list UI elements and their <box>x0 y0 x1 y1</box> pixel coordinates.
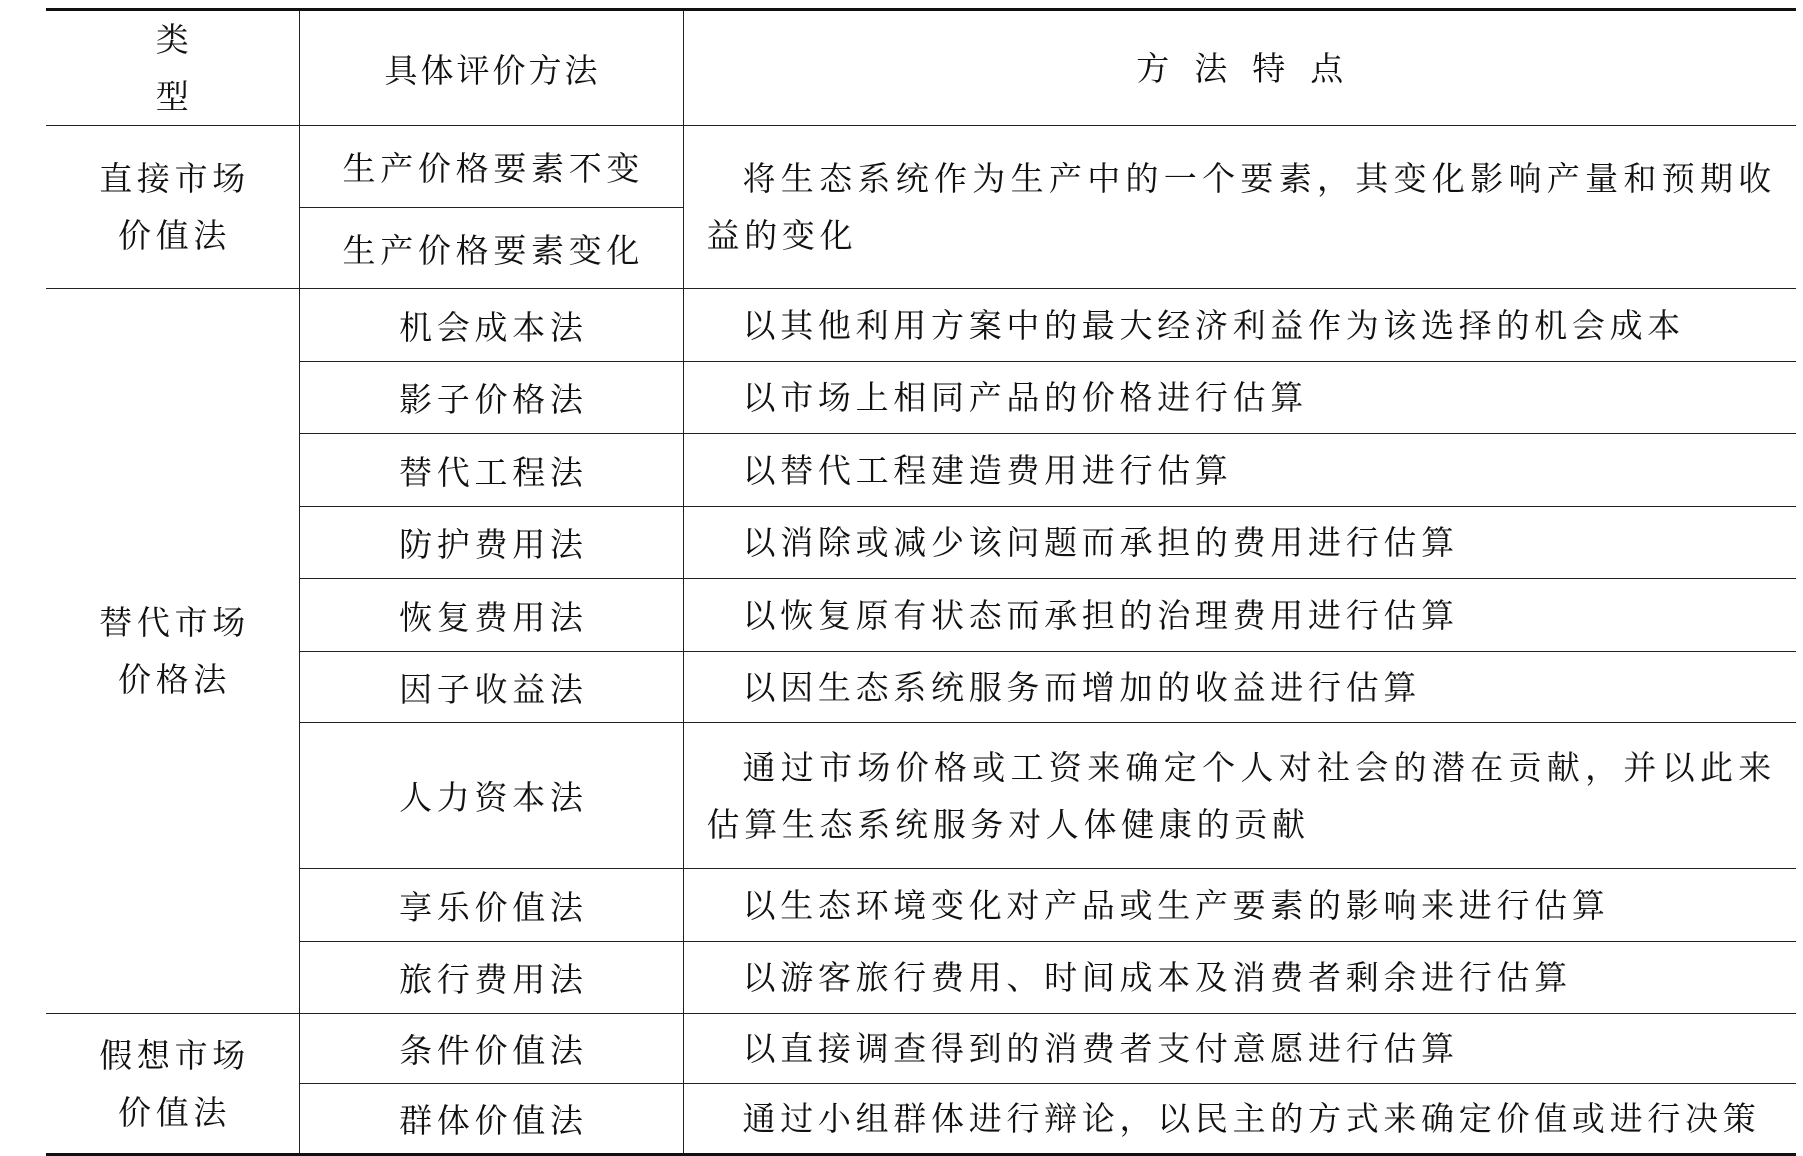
header-feature: 方法特点 <box>683 10 1796 126</box>
method-cell: 因子收益法 <box>299 652 683 723</box>
method-cell: 生产价格要素变化 <box>299 208 683 289</box>
type-line: 假想市场 <box>99 1035 250 1075</box>
feature-cell: 以因生态系统服务而增加的收益进行估算 <box>683 652 1796 723</box>
type-cell <box>46 126 299 289</box>
table-row <box>46 652 1796 723</box>
table-row <box>46 723 1796 869</box>
feature-cell: 以替代工程建造费用进行估算 <box>683 434 1796 507</box>
feature-cell: 以直接调查得到的消费者支付意愿进行估算 <box>683 1014 1796 1084</box>
table-row <box>46 1014 1796 1084</box>
table-row <box>46 1084 1796 1155</box>
valuation-methods-table <box>46 8 1796 1156</box>
method-cell: 恢复费用法 <box>299 579 683 652</box>
feature-cell: 以其他利用方案中的最大经济利益作为该选择的机会成本 <box>683 289 1796 362</box>
method-cell: 群体价值法 <box>299 1084 683 1155</box>
type-line: 价值法 <box>118 1092 232 1132</box>
header-method: 具体评价方法 <box>299 10 683 126</box>
method-cell: 影子价格法 <box>299 362 683 434</box>
method-cell: 条件价值法 <box>299 1014 683 1084</box>
feature-cell: 通过小组群体进行辩论，以民主的方式来确定价值或进行决策 <box>683 1084 1796 1155</box>
type-line: 直接市场 <box>99 159 250 198</box>
type-line: 替代市场 <box>99 603 250 642</box>
feature-cell: 以生态环境变化对产品或生产要素的影响来进行估算 <box>683 869 1796 942</box>
table-row <box>46 362 1796 434</box>
table-row <box>46 579 1796 652</box>
method-cell: 防护费用法 <box>299 507 683 579</box>
table-row <box>46 126 1796 208</box>
feature-cell: 通过市场价格或工资来确定个人对社会的潜在贡献，并以此来估算生态系统服务对人体健康的贡献 <box>683 723 1796 869</box>
method-cell: 机会成本法 <box>299 289 683 362</box>
header-type: 类型 <box>46 10 299 126</box>
feature-cell: 将生态系统作为生产中的一个要素，其变化影响产量和预期收益的变化 <box>683 126 1796 289</box>
method-cell: 人力资本法 <box>299 723 683 869</box>
type-cell <box>46 1014 299 1155</box>
table-row <box>46 507 1796 579</box>
table-row <box>46 942 1796 1014</box>
header-row <box>46 10 1796 126</box>
method-cell: 旅行费用法 <box>299 942 683 1014</box>
feature-cell: 以恢复原有状态而承担的治理费用进行估算 <box>683 579 1796 652</box>
feature-cell: 以消除或减少该问题而承担的费用进行估算 <box>683 507 1796 579</box>
type-line: 价格法 <box>118 660 232 699</box>
table-row <box>46 289 1796 362</box>
method-cell: 替代工程法 <box>299 434 683 507</box>
type-line: 价值法 <box>118 216 232 255</box>
feature-cell: 以市场上相同产品的价格进行估算 <box>683 362 1796 434</box>
feature-cell: 以游客旅行费用、时间成本及消费者剩余进行估算 <box>683 942 1796 1014</box>
table-row <box>46 869 1796 942</box>
method-cell: 生产价格要素不变 <box>299 126 683 208</box>
method-cell: 享乐价值法 <box>299 869 683 942</box>
type-cell <box>46 289 299 1014</box>
table-row <box>46 434 1796 507</box>
